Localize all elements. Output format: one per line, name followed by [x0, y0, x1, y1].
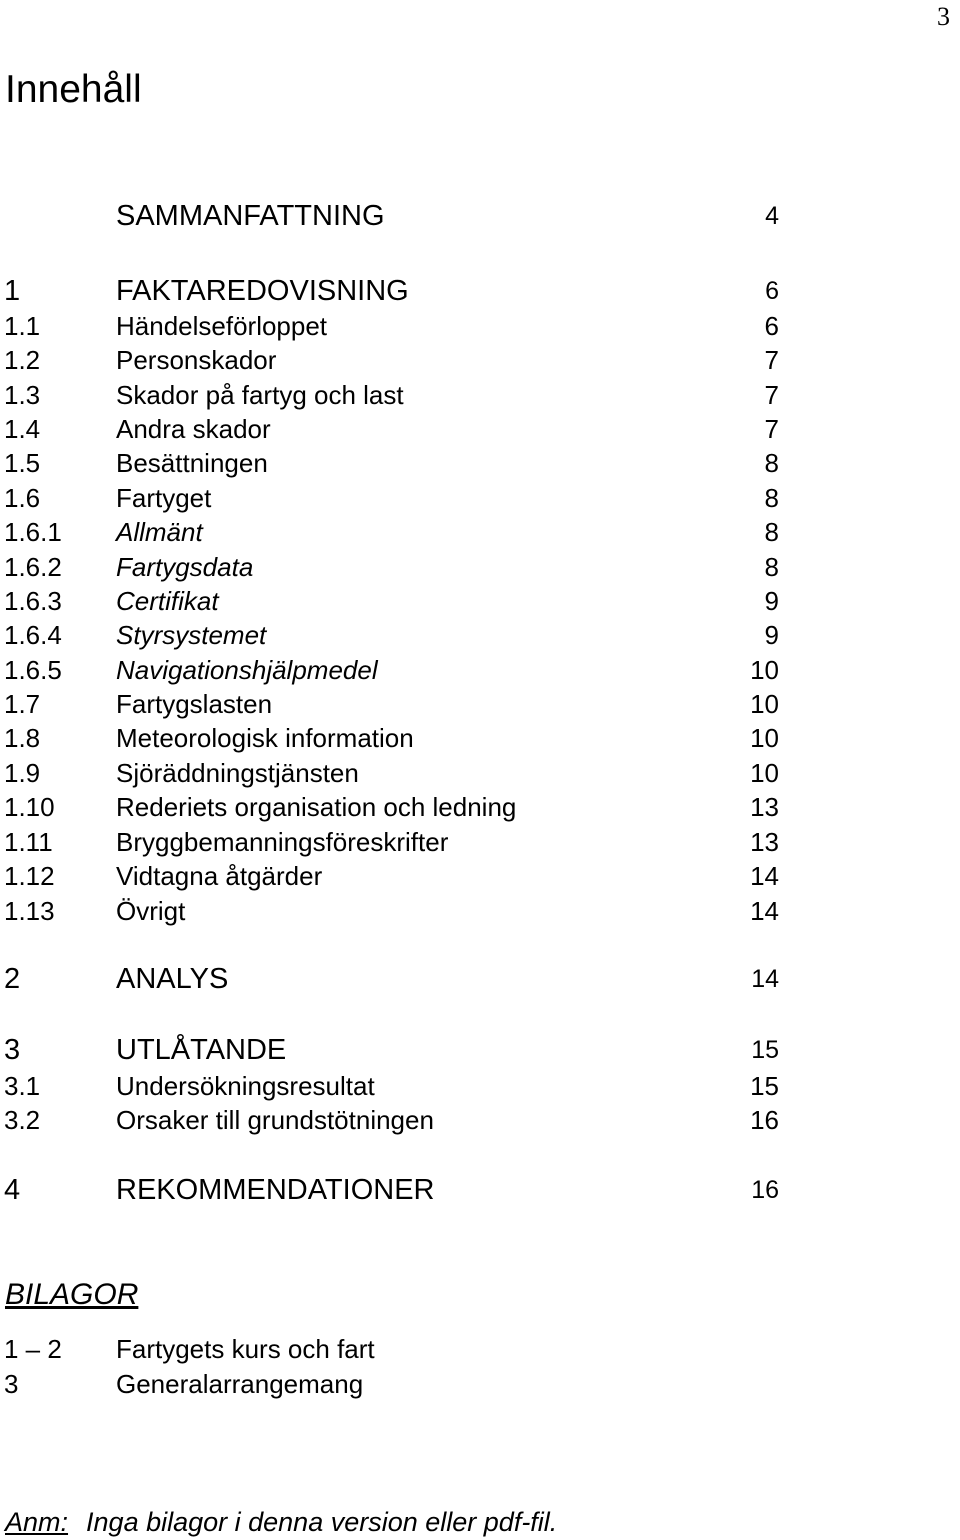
toc-entry-page: 14	[750, 861, 779, 891]
toc-entry-page: 10	[750, 655, 779, 685]
toc-entry-number: 1.12	[4, 861, 55, 891]
note	[5, 1505, 557, 1539]
toc-entry-title: UTLÅTANDE	[116, 1034, 287, 1066]
toc-entry-page: 10	[750, 758, 779, 788]
toc-entry[interactable]	[0, 653, 790, 687]
appendix-item-title: Fartygets kurs och fart	[116, 1334, 375, 1364]
toc-entry-page: 13	[750, 827, 779, 857]
toc-entry-page: 14	[750, 896, 779, 926]
toc-entry-number: 1.11	[4, 827, 53, 857]
toc-entry-title: Fartygslasten	[116, 689, 273, 719]
toc-entry-title: Rederiets organisation och ledning	[116, 792, 517, 822]
toc-entry[interactable]	[0, 343, 790, 377]
toc-entry-title: Styrsystemet	[116, 620, 267, 650]
toc-entry-page: 4	[765, 202, 779, 230]
toc-entry-page: 15	[751, 1036, 779, 1064]
toc-entry-number: 1.6.1	[4, 517, 62, 547]
toc-entry-number: 1.6.4	[4, 620, 62, 650]
toc-entry-title: REKOMMENDATIONER	[116, 1174, 435, 1206]
toc-entry-number: 1.2	[4, 345, 41, 375]
toc-entry-page: 16	[750, 1105, 779, 1135]
page-title: Innehåll	[5, 68, 142, 111]
toc-entry-number: 1.6	[4, 483, 41, 513]
note-label: Anm:	[5, 1507, 69, 1537]
toc-entry-page: 9	[764, 586, 779, 616]
toc-entry-title: Besättningen	[116, 448, 268, 478]
toc-entry[interactable]	[0, 790, 790, 824]
toc-entry-title: ANALYS	[116, 963, 229, 995]
toc-entry[interactable]	[0, 1103, 790, 1137]
toc-entry-title: Personskador	[116, 345, 277, 375]
toc-entry-number: 4	[4, 1174, 21, 1206]
appendix-item	[0, 1367, 600, 1401]
toc-entry[interactable]	[0, 309, 790, 343]
toc-entry[interactable]	[0, 550, 790, 584]
toc-entry-title: Certifikat	[116, 586, 219, 616]
toc-entry-page: 7	[764, 414, 779, 444]
toc-entry-page: 8	[764, 448, 779, 478]
toc-entry-page: 7	[764, 380, 779, 410]
toc-entry-number: 3	[4, 1034, 21, 1066]
toc-entry-title: Navigationshjälpmedel	[116, 655, 378, 685]
toc-entry-number: 3.2	[4, 1105, 41, 1135]
toc-entry-title: Fartyget	[116, 483, 212, 513]
toc-entry-page: 10	[750, 689, 779, 719]
toc-entry-page: 8	[764, 517, 779, 547]
toc-entry-number: 1.13	[4, 896, 55, 926]
toc-entry[interactable]	[0, 274, 790, 308]
toc-entry-number: 1.1	[4, 311, 41, 341]
toc-entry-title: Fartygsdata	[116, 552, 254, 582]
toc-entry-number: 1.7	[4, 689, 41, 719]
toc-entry[interactable]	[0, 584, 790, 618]
toc-entry-page: 13	[750, 792, 779, 822]
toc-entry[interactable]	[0, 687, 790, 721]
toc-entry-title: Övrigt	[116, 896, 186, 926]
toc-entry-title: Skador på fartyg och last	[116, 380, 404, 410]
toc-entry[interactable]	[0, 412, 790, 446]
note-text: Inga bilagor i denna version eller pdf-fil.	[86, 1507, 558, 1537]
toc-entry[interactable]	[0, 1173, 790, 1207]
toc-entry[interactable]	[0, 859, 790, 893]
toc-entry[interactable]	[0, 721, 790, 755]
toc-entry-number: 1.6.3	[4, 586, 62, 616]
toc-entry[interactable]	[0, 756, 790, 790]
toc-entry[interactable]	[0, 378, 790, 412]
appendix-item	[0, 1332, 600, 1366]
toc-entry-number: 1.6.5	[4, 655, 62, 685]
page-number: 3	[937, 2, 950, 31]
appendix-item-number: 3	[4, 1369, 19, 1399]
toc-entry[interactable]	[0, 825, 790, 859]
toc-entry[interactable]	[0, 1033, 790, 1067]
toc-entry-title: Bryggbemanningsföreskrifter	[116, 827, 449, 857]
toc-entry[interactable]	[0, 1069, 790, 1103]
toc-entry-title: Orsaker till grundstötningen	[116, 1105, 434, 1135]
toc-entry-title: Vidtagna åtgärder	[116, 861, 323, 891]
toc-entry-title: Händelseförloppet	[116, 311, 328, 341]
toc-entry[interactable]	[0, 199, 790, 233]
toc-entry-number: 1.9	[4, 758, 41, 788]
toc-entry-page: 6	[764, 311, 779, 341]
appendix-item-title: Generalarrangemang	[116, 1369, 364, 1399]
toc-entry-title: Allmänt	[116, 517, 203, 547]
toc-entry[interactable]	[0, 618, 790, 652]
toc-entry-number: 2	[4, 963, 21, 995]
toc-entry-number: 1	[4, 275, 21, 307]
appendix-item-number: 1 – 2	[4, 1334, 62, 1364]
toc-entry-title: Meteorologisk information	[116, 723, 414, 753]
toc-entry-page: 8	[764, 483, 779, 513]
toc-entry-page: 6	[765, 277, 779, 305]
toc-entry-number: 1.3	[4, 380, 41, 410]
toc-entry-number: 1.10	[4, 792, 55, 822]
toc-entry-number: 3.1	[4, 1071, 41, 1101]
toc-entry-page: 7	[764, 345, 779, 375]
toc-entry-title: Undersökningsresultat	[116, 1071, 375, 1101]
toc-entry[interactable]	[0, 481, 790, 515]
toc-entry-page: 8	[764, 552, 779, 582]
toc-entry[interactable]	[0, 515, 790, 549]
toc-entry-page: 16	[751, 1176, 779, 1204]
toc-entry[interactable]	[0, 962, 790, 996]
toc-entry-title: FAKTAREDOVISNING	[116, 275, 409, 307]
toc-entry-page: 9	[764, 620, 779, 650]
toc-entry[interactable]	[0, 446, 790, 480]
toc-entry-number: 1.5	[4, 448, 41, 478]
toc-entry-title: Andra skador	[116, 414, 271, 444]
toc-entry-number: 1.4	[4, 414, 41, 444]
toc-entry-title: SAMMANFATTNING	[116, 200, 385, 232]
toc-entry-page: 14	[751, 965, 779, 993]
toc-entry-page: 15	[750, 1071, 779, 1101]
toc-entry-number: 1.6.2	[4, 552, 62, 582]
toc-entry-title: Sjöräddningstjänsten	[116, 758, 359, 788]
toc-entry[interactable]	[0, 894, 790, 928]
toc-entry-number: 1.8	[4, 723, 41, 753]
appendix-heading: BILAGOR	[5, 1278, 139, 1311]
toc-entry-page: 10	[750, 723, 779, 753]
